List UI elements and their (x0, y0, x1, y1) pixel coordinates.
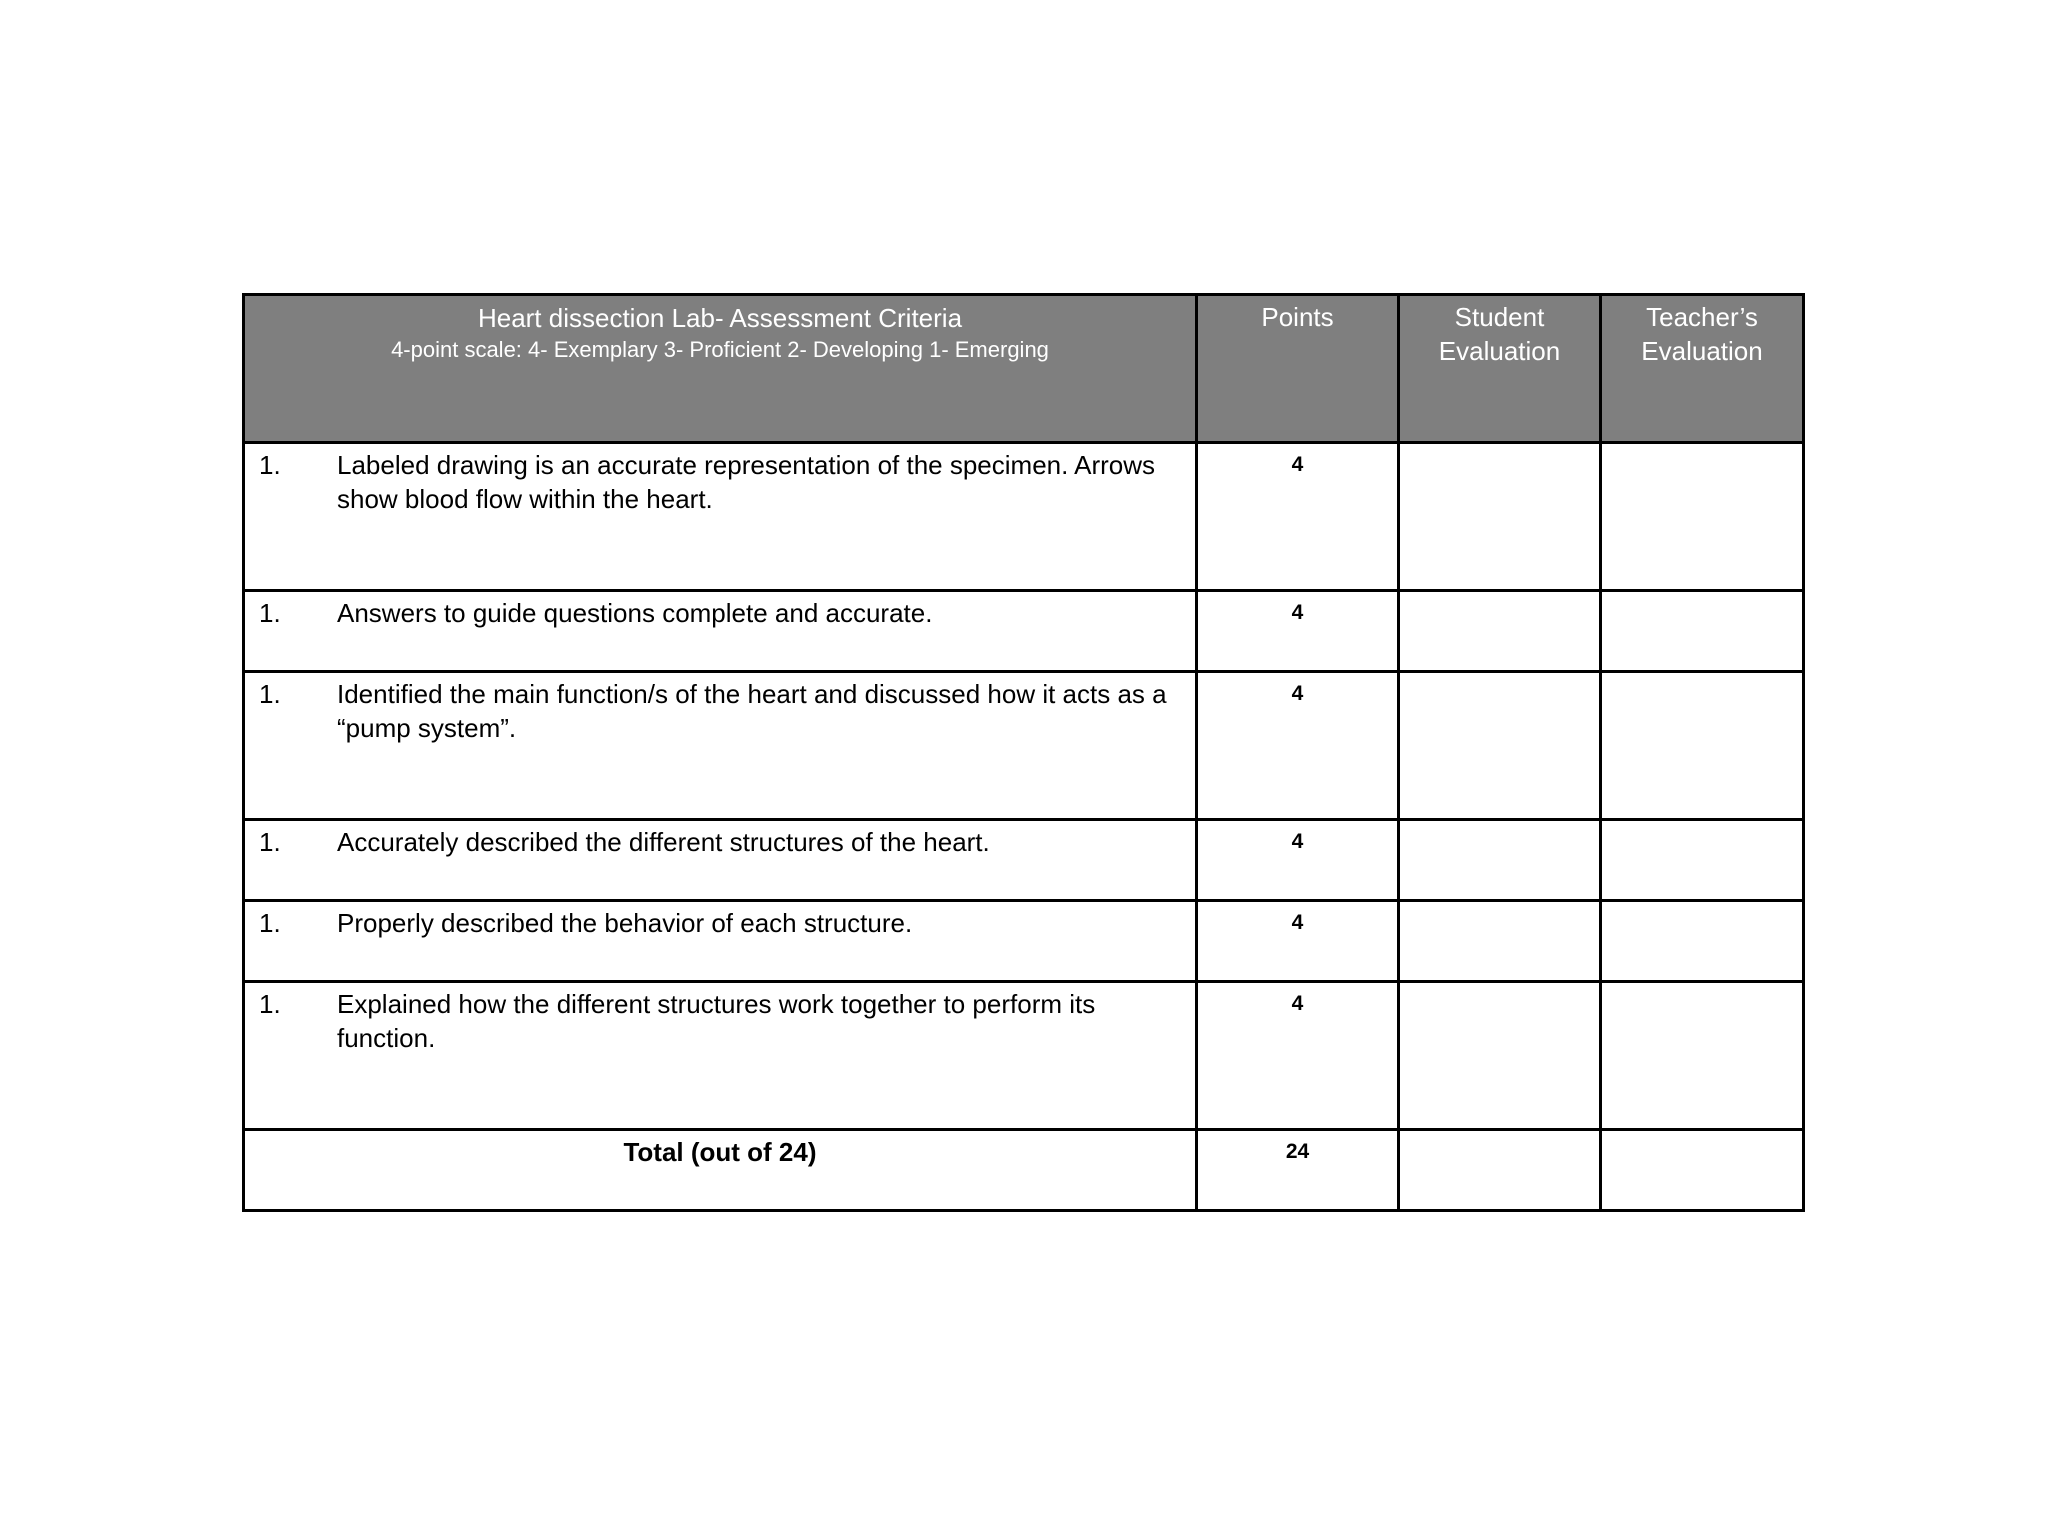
criterion-text: Explained how the different structures work together to perform its function. (337, 989, 1096, 1053)
criterion-cell (244, 901, 1197, 982)
points-value: 4 (1291, 682, 1304, 705)
assessment-rubric-table (242, 293, 1805, 1212)
total-label: Total (out of 24) (623, 1137, 817, 1167)
teacher-evaluation-label: Teacher’s Evaluation (1641, 302, 1763, 366)
total-points-cell (1197, 1130, 1399, 1211)
points-cell (1197, 982, 1399, 1130)
points-cell (1197, 820, 1399, 901)
points-cell (1197, 672, 1399, 820)
points-value: 4 (1291, 601, 1304, 624)
points-cell (1197, 591, 1399, 672)
criterion-cell (244, 672, 1197, 820)
table-row (244, 443, 1804, 591)
criterion-number: 1. (259, 598, 281, 628)
student-evaluation-cell[interactable] (1399, 901, 1601, 982)
total-label-cell (244, 1130, 1197, 1211)
teacher-evaluation-cell[interactable] (1601, 591, 1804, 672)
student-evaluation-cell[interactable] (1399, 982, 1601, 1130)
student-evaluation-cell[interactable] (1399, 672, 1601, 820)
table-row (244, 982, 1804, 1130)
teacher-evaluation-cell[interactable] (1601, 672, 1804, 820)
student-evaluation-label: Student Evaluation (1438, 302, 1561, 366)
criterion-cell (244, 820, 1197, 901)
criterion-cell (244, 982, 1197, 1130)
student-evaluation-header (1399, 295, 1601, 443)
points-value: 4 (1291, 830, 1304, 853)
criterion-cell (244, 591, 1197, 672)
criterion-text: Accurately described the different structures of the heart. (337, 827, 990, 857)
criterion-number: 1. (259, 679, 281, 709)
points-header (1197, 295, 1399, 443)
points-cell (1197, 443, 1399, 591)
points-value: 4 (1291, 911, 1304, 934)
points-value: 4 (1291, 453, 1304, 476)
criterion-number: 1. (259, 450, 281, 480)
criterion-text: Identified the main function/s of the heart and discussed how it acts as a “pump system”. (337, 679, 1167, 743)
criterion-number: 1. (259, 827, 281, 857)
points-value: 4 (1291, 992, 1304, 1015)
criterion-cell (244, 443, 1197, 591)
student-total-cell[interactable] (1399, 1130, 1601, 1211)
teacher-total-cell[interactable] (1601, 1130, 1804, 1211)
criterion-text: Answers to guide questions complete and accurate. (337, 598, 933, 628)
teacher-evaluation-header (1601, 295, 1804, 443)
table-row (244, 672, 1804, 820)
points-header-label: Points (1261, 302, 1334, 332)
criterion-text: Labeled drawing is an accurate representation of the specimen. Arrows show blood flow within the heart. (337, 450, 1156, 514)
student-evaluation-cell[interactable] (1399, 443, 1601, 591)
teacher-evaluation-cell[interactable] (1601, 982, 1804, 1130)
criterion-text: Properly described the behavior of each structure. (337, 908, 913, 938)
criteria-header (244, 295, 1197, 443)
table-row (244, 591, 1804, 672)
total-row (244, 1130, 1804, 1211)
teacher-evaluation-cell[interactable] (1601, 443, 1804, 591)
points-cell (1197, 901, 1399, 982)
table-row (244, 820, 1804, 901)
criterion-number: 1. (259, 908, 281, 938)
teacher-evaluation-cell[interactable] (1601, 901, 1804, 982)
rubric-title: Heart dissection Lab- Assessment Criteria (477, 303, 963, 333)
teacher-evaluation-cell[interactable] (1601, 820, 1804, 901)
criterion-number: 1. (259, 989, 281, 1019)
student-evaluation-cell[interactable] (1399, 820, 1601, 901)
rubric-scale: 4-point scale: 4- Exemplary 3- Proficient 2- Developing 1- Emerging (391, 337, 1049, 362)
header-row (244, 295, 1804, 443)
table-row (244, 901, 1804, 982)
student-evaluation-cell[interactable] (1399, 591, 1601, 672)
total-points-value: 24 (1285, 1140, 1310, 1163)
